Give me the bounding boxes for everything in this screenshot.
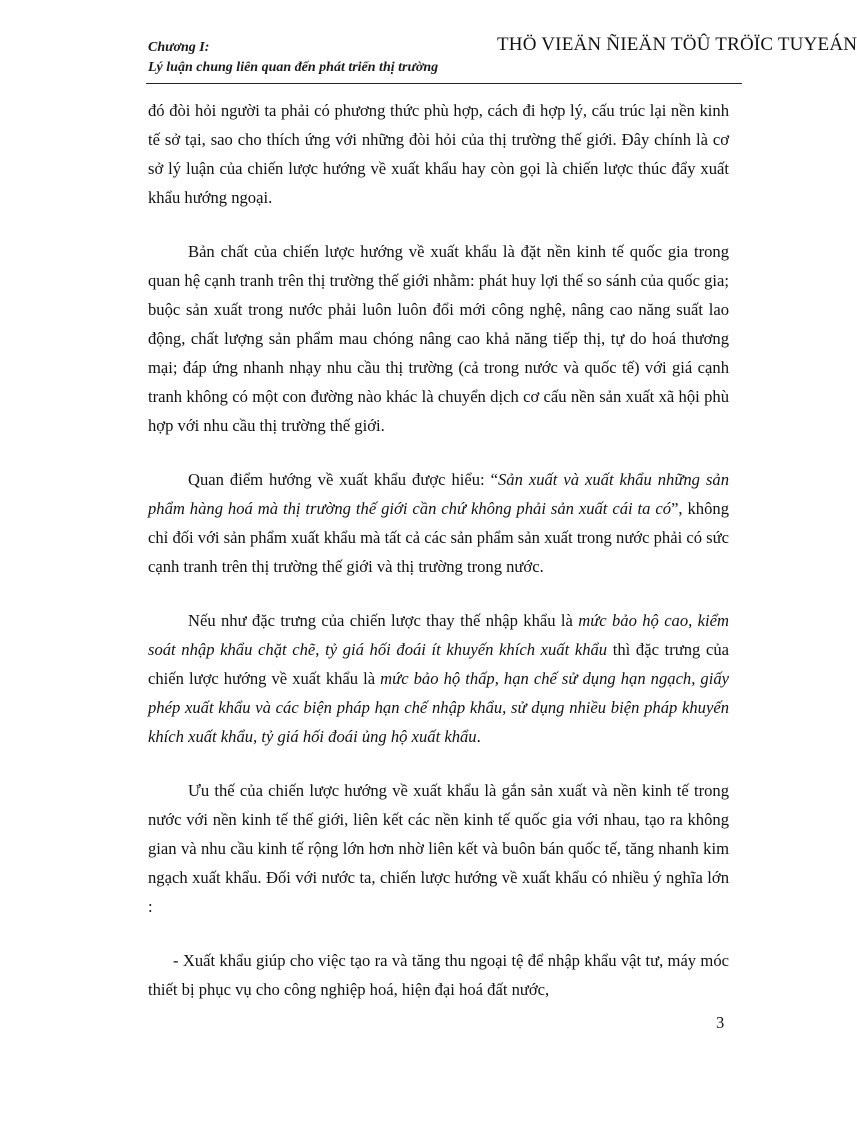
chapter-subtitle: Lý luận chung liên quan đến phát triển thị trường	[148, 60, 439, 75]
header-divider	[146, 83, 742, 84]
paragraph-4	[148, 606, 729, 751]
page-body	[148, 96, 729, 1029]
paragraph-4-export-traits: mức bảo hộ thấp, hạn chế sử dụng hạn ngạch, giấy phép xuất khẩu và các biện pháp hạn chế nhập khẩu, sử dụng nhiều biện pháp khuyến khích xuất khẩu, tỷ giá hối đoái ủng hộ xuất khẩu	[148, 669, 729, 746]
running-header	[148, 38, 438, 78]
page-number: 3	[716, 1013, 725, 1032]
paragraph-3-lead: Quan điểm hướng về xuất khẩu được hiểu: “	[188, 470, 498, 489]
chapter-label: Chương I:	[148, 40, 210, 55]
paragraph-2: Bản chất của chiến lược hướng về xuất khẩu là đặt nền kinh tế quốc gia trong quan hệ cạnh tranh trên thị trường thế giới nhằm: phát huy lợi thế so sánh của quốc gia; buộc sản xuất trong nước phải luôn luôn đổi mới công nghệ, nâng cao năng suất lao động, chất lượng sản phẩm mau chóng nâng cao khả năng tiếp thị, tự do hoá thương mại; đáp ứng nhanh nhạy nhu cầu thị trường (cả trong nước và quốc tế) với giá cạnh tranh không có một con đường nào khác là chuyển dịch cơ cấu nền sản xuất xã hội phù hợp với nhu cầu thị trường thế giới.	[148, 242, 729, 435]
paragraph-3-quote: Sản xuất và xuất khẩu những sản phẩm hàng hoá mà thị trường thế giới cần chứ không phải sản xuất cái ta có	[148, 470, 729, 518]
paragraph-5: Ưu thế của chiến lược hướng về xuất khẩu là gắn sản xuất và nền kinh tế trong nước với nền kinh tế thế giới, liên kết các nền kinh tế quốc gia với nhau, tạo ra không gian và nhu cầu kinh tế rộng lớn hơn nhờ liên kết và buôn bán quốc tế, tăng nhanh kim ngạch xuất khẩu. Đối với nước ta, chiến lược hướng về xuất khẩu có nhiều ý nghĩa lớn :	[148, 781, 729, 916]
paragraph-4-import-traits: mức bảo hộ cao, kiểm soát nhập khẩu chặt chẽ, tỷ giá hối đoái ít khuyến khích xuất khẩu	[148, 611, 729, 659]
paragraph-3	[148, 465, 729, 581]
paragraph-4-middle: thì đặc trưng của chiến lược hướng về xuất khẩu là	[148, 640, 729, 688]
paragraph-4-end: .	[476, 727, 481, 746]
paragraph-4-lead: Nếu như đặc trưng của chiến lược thay thế nhập khẩu là	[188, 611, 579, 630]
library-watermark: THÖ VIEÄN ÑIEÄN TÖÛ TRÖÏC TUYEÁN	[497, 34, 857, 55]
paragraph-6-bullet: - Xuất khẩu giúp cho việc tạo ra và tăng thu ngoại tệ để nhập khẩu vật tư, máy móc thiết bị phục vụ cho công nghiệp hoá, hiện đại hoá đất nước,	[148, 951, 729, 999]
paragraph-3-rest: ”, không chỉ đối với sản phẩm xuất khẩu mà tất cả các sản phẩm sản xuất trong nước phải có sức cạnh tranh trên thị trường thế giới và thị trường trong nước.	[148, 499, 729, 576]
paragraph-1: đó đòi hỏi người ta phải có phương thức phù hợp, cách đi hợp lý, cấu trúc lại nền kinh tế sở tại, sao cho thích ứng với những đòi hỏi của thị trường thế giới. Đây chính là cơ sở lý luận của chiến lược hướng về xuất khẩu hay còn gọi là chiến lược thúc đẩy xuất khẩu hướng ngoại.	[148, 101, 729, 207]
